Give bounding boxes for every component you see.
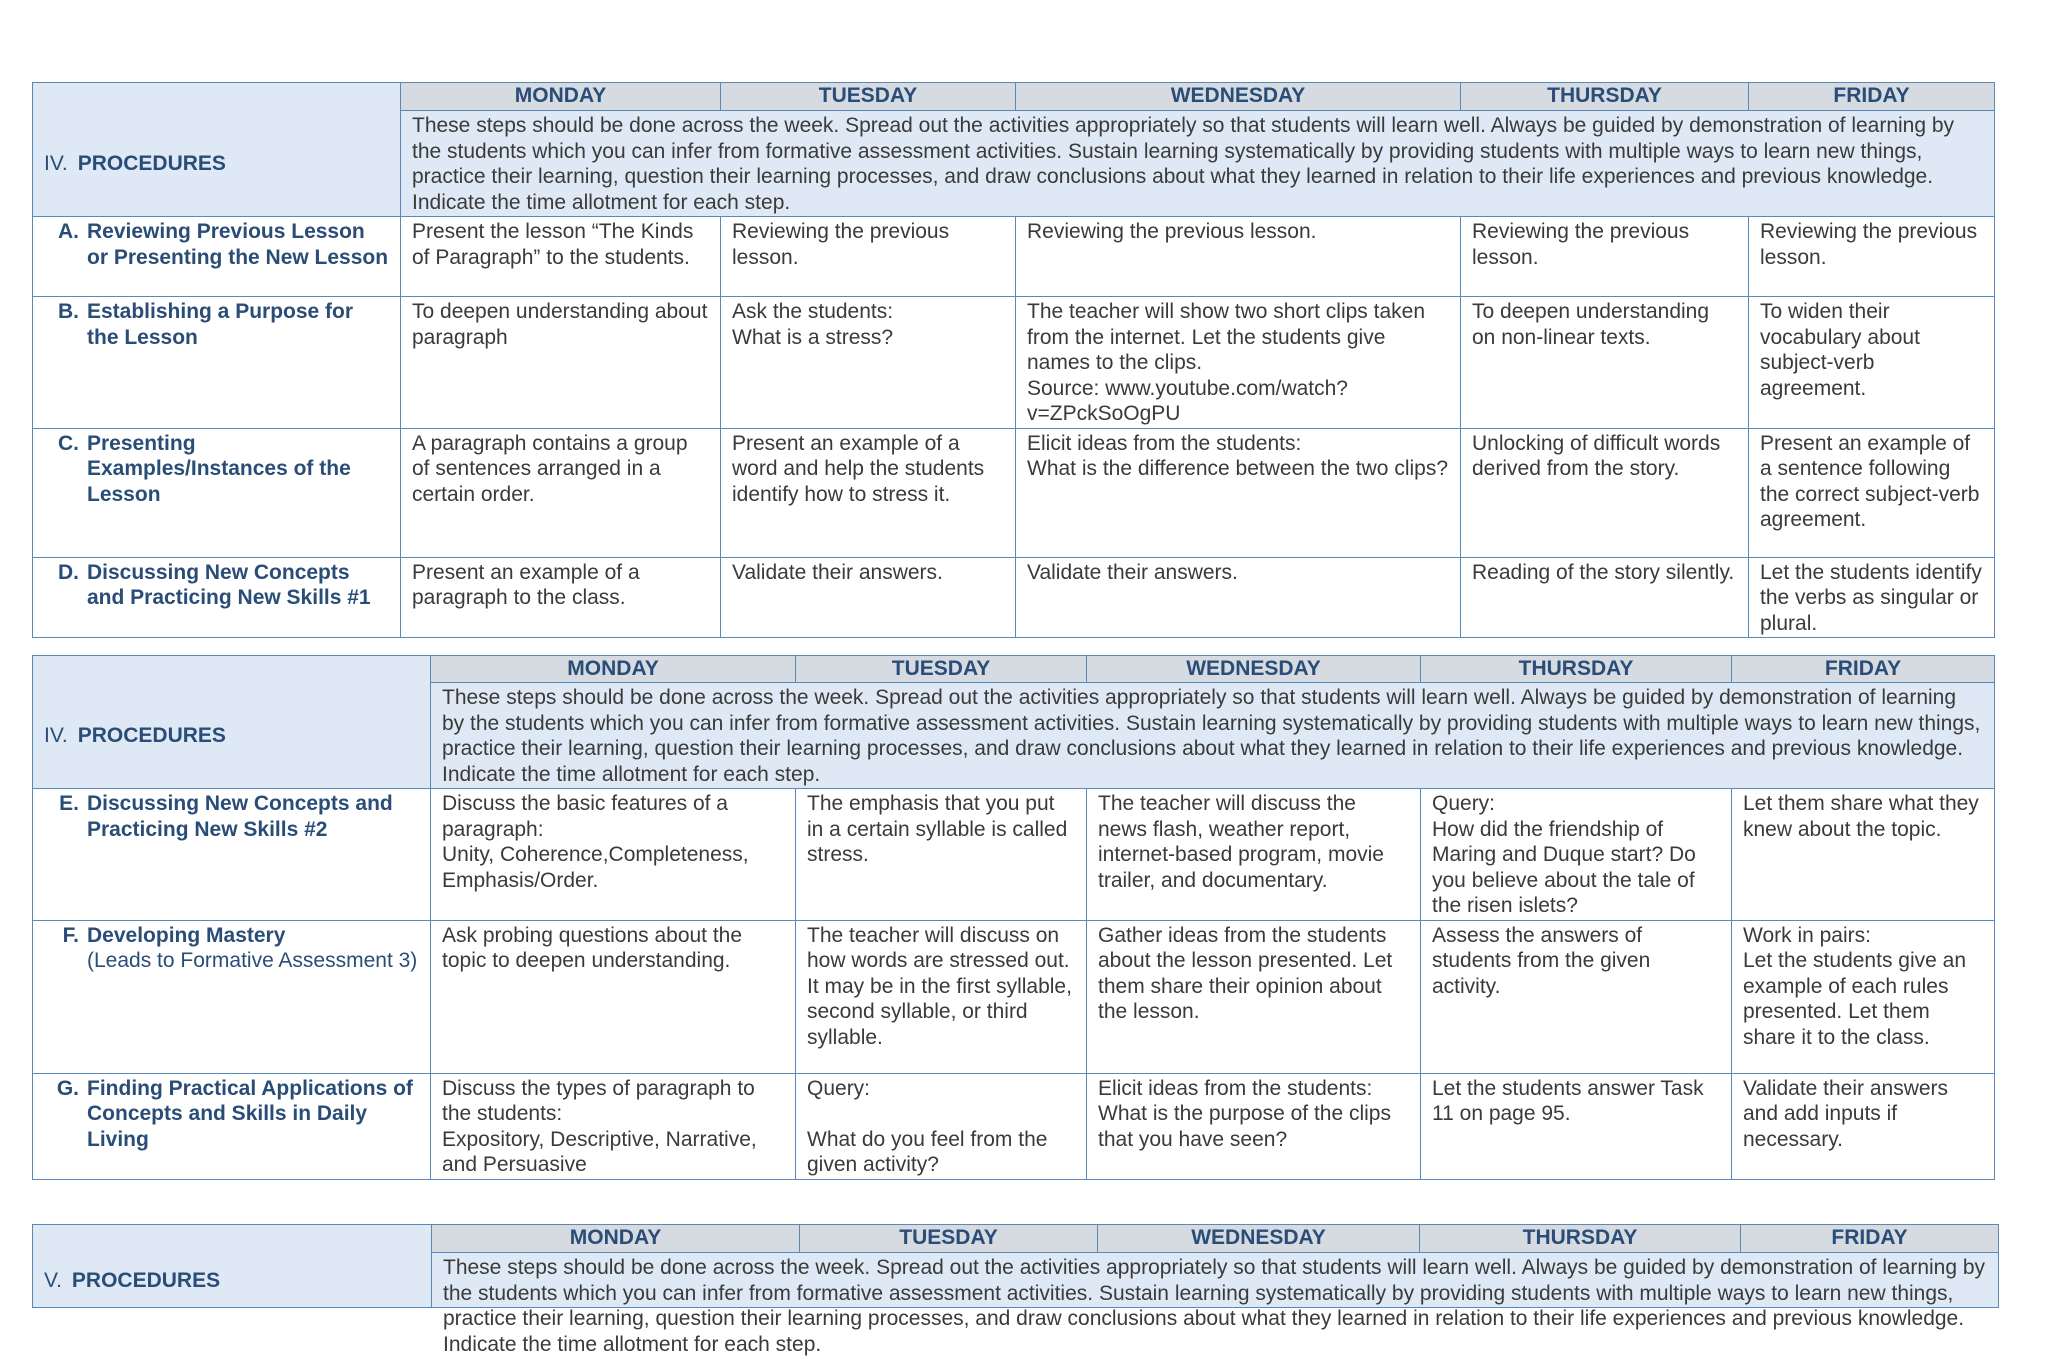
cell-g-tuesday: Query: What do you feel from the given activity? xyxy=(796,1073,1087,1179)
cell-b-tuesday: Ask the students: What is a stress? xyxy=(721,297,1016,429)
procedure-letter: C. xyxy=(58,431,79,455)
dll-table-1 xyxy=(32,82,1995,638)
cell-d-wednesday: Validate their answers. xyxy=(1016,557,1461,638)
cell-c-wednesday: Elicit ideas from the students: What is the difference between the two clips? xyxy=(1016,428,1461,557)
cell-b-thursday: To deepen understanding on non-linear texts. xyxy=(1461,297,1749,429)
procedure-title: Establishing a Purpose for the Lesson xyxy=(87,300,354,349)
cell-a-wednesday: Reviewing the previous lesson. xyxy=(1016,217,1461,297)
cell-g-wednesday: Elicit ideas from the students: What is the purpose of the clips that you have seen? xyxy=(1087,1073,1421,1179)
cell-c-monday: A paragraph contains a group of sentences arranged in a certain order. xyxy=(401,428,721,557)
cell-d-monday: Present an example of a paragraph to the class. xyxy=(401,557,721,638)
day-header-wednesday: WEDNESDAY xyxy=(1098,1225,1420,1253)
section-title: PROCEDURES xyxy=(71,1268,221,1292)
day-header-monday: MONDAY xyxy=(432,1225,800,1253)
cell-f-friday: Work in pairs: Let the students give an example of each rules presented. Let them share it to the class. xyxy=(1732,920,1995,1073)
cell-a-tuesday: Reviewing the previous lesson. xyxy=(721,217,1016,297)
procedure-subtitle: (Leads to Formative Assessment 3) xyxy=(87,949,418,972)
day-header-monday: MONDAY xyxy=(401,83,721,111)
procedure-title: Discussing New Concepts and Practicing New Skills #2 xyxy=(87,792,393,841)
section-heading xyxy=(33,111,401,217)
day-header-thursday: THURSDAY xyxy=(1461,83,1749,111)
procedure-title: Discussing New Concepts and Practicing New Skills #1 xyxy=(87,560,371,609)
procedure-letter: B. xyxy=(58,300,79,323)
procedure-title: Developing Mastery xyxy=(87,923,286,947)
header-corner xyxy=(33,83,401,111)
cell-a-monday: Present the lesson “The Kinds of Paragraph” to the students. xyxy=(401,217,721,297)
procedures-instructions: These steps should be done across the week. Spread out the activities appropriately so that students will learn well. Always be guided by demonstration of learning by the students which you can infer from formative assessment activities. Sustain learning systematically by providing students with multiple ways to learn new things, practice their learning, question their learning processes, and draw conclusions about what they learned in relation to their life experiences and previous knowledge. Indicate the time allotment for each step. xyxy=(401,111,1995,217)
procedure-title: Presenting Examples/Instances of the Lesson xyxy=(87,431,351,506)
cell-d-friday: Let the students identify the verbs as singular or plural. xyxy=(1749,557,1995,638)
section-number: V. xyxy=(44,1268,62,1292)
day-header-thursday: THURSDAY xyxy=(1420,1225,1741,1253)
day-header-thursday: THURSDAY xyxy=(1421,656,1732,683)
section-title: PROCEDURES xyxy=(77,724,226,747)
procedure-title: Finding Practical Applications of Concepts and Skills in Daily Living xyxy=(87,1076,413,1151)
procedures-instructions xyxy=(432,1253,1999,1356)
day-header-tuesday: TUESDAY xyxy=(800,1225,1098,1253)
day-header-monday: MONDAY xyxy=(431,656,796,683)
procedure-label-b xyxy=(33,297,401,429)
day-header-wednesday: WEDNESDAY xyxy=(1087,656,1421,683)
procedure-letter: A. xyxy=(58,220,79,243)
day-header-tuesday: TUESDAY xyxy=(721,83,1016,111)
cell-g-thursday: Let the students answer Task 11 on page 95. xyxy=(1421,1073,1732,1179)
cell-f-tuesday: The teacher will discuss on how words are stressed out. It may be in the first syllable, second syllable, or third syllable. xyxy=(796,920,1087,1073)
header-corner xyxy=(33,1225,432,1253)
day-header-wednesday: WEDNESDAY xyxy=(1016,83,1461,111)
cell-e-friday: Let them share what they knew about the topic. xyxy=(1732,789,1995,921)
cell-e-monday: Discuss the basic features of a paragraph: Unity, Coherence,Completeness, Emphasis/Order. xyxy=(431,789,796,921)
section-title: PROCEDURES xyxy=(77,152,226,175)
procedures-instructions: These steps should be done across the week. Spread out the activities appropriately so that students will learn well. Always be guided by demonstration of learning by the students which you can infer from formative assessment activities. Sustain learning systematically by providing students with multiple ways to learn new things, practice their learning, question their learning processes, and draw conclusions about what they learned in relation to their life experiences and previous knowledge. Indicate the time allotment for each step. xyxy=(431,683,1995,789)
procedure-label-d xyxy=(33,557,401,638)
procedure-letter: E. xyxy=(59,792,79,815)
procedure-title: Reviewing Previous Lesson or Presenting the New Lesson xyxy=(87,220,389,269)
day-header-friday: FRIDAY xyxy=(1741,1225,1999,1253)
procedure-label-g xyxy=(33,1073,431,1179)
section-heading xyxy=(33,683,431,789)
procedure-label-f xyxy=(33,920,431,1073)
procedures-instructions-text: These steps should be done across the week. Spread out the activities appropriately so that students will learn well. Always be guided by demonstration of learning by the students which you can infer from formative assessment activities. Sustain learning systematically by providing students with multiple ways to learn new things, practice their learning, question their learning processes, and draw conclusions about what they learned in relation to their life experiences and previous knowledge. Indicate the time allotment for each step. xyxy=(443,1256,1986,1356)
cell-e-thursday: Query: How did the friendship of Maring and Duque start? Do you believe about the tale of the risen islets? xyxy=(1421,789,1732,921)
cell-f-monday: Ask probing questions about the topic to deepen understanding. xyxy=(431,920,796,1073)
cell-g-friday: Validate their answers and add inputs if necessary. xyxy=(1732,1073,1995,1179)
procedure-label-a xyxy=(33,217,401,297)
section-number: IV. xyxy=(44,152,68,175)
cell-f-wednesday: Gather ideas from the students about the lesson presented. Let them share their opinion about the lesson. xyxy=(1087,920,1421,1073)
cell-a-thursday: Reviewing the previous lesson. xyxy=(1461,217,1749,297)
cell-b-friday: To widen their vocabulary about subject-verb agreement. xyxy=(1749,297,1995,429)
day-header-friday: FRIDAY xyxy=(1732,656,1995,683)
day-header-friday: FRIDAY xyxy=(1749,83,1995,111)
cell-g-monday: Discuss the types of paragraph to the students: Expository, Descriptive, Narrative, and Persuasive xyxy=(431,1073,796,1179)
procedure-label-c xyxy=(33,428,401,557)
day-header-tuesday: TUESDAY xyxy=(796,656,1087,683)
cell-c-tuesday: Present an example of a word and help the students identify how to stress it. xyxy=(721,428,1016,557)
header-corner xyxy=(33,656,431,683)
cell-d-thursday: Reading of the story silently. xyxy=(1461,557,1749,638)
cell-a-friday: Reviewing the previous lesson. xyxy=(1749,217,1995,297)
cell-b-monday: To deepen understanding about paragraph xyxy=(401,297,721,429)
cell-e-tuesday: The emphasis that you put in a certain syllable is called stress. xyxy=(796,789,1087,921)
cell-c-friday: Present an example of a sentence following the correct subject-verb agreement. xyxy=(1749,428,1995,557)
cell-c-thursday: Unlocking of difficult words derived from the story. xyxy=(1461,428,1749,557)
cell-d-tuesday: Validate their answers. xyxy=(721,557,1016,638)
procedure-letter: D. xyxy=(58,560,79,584)
cell-b-wednesday: The teacher will show two short clips taken from the internet. Let the students give names to the clips. Source: www.youtube.com/watch?v=ZPckSoOgPU xyxy=(1016,297,1461,429)
section-number: IV. xyxy=(44,724,68,747)
section-heading xyxy=(33,1253,432,1308)
cell-f-thursday: Assess the answers of students from the given activity. xyxy=(1421,920,1732,1073)
dll-table-3 xyxy=(32,1224,1999,1356)
cell-e-wednesday: The teacher will discuss the news flash, weather report, internet-based program, movie trailer, and documentary. xyxy=(1087,789,1421,921)
procedure-label-e xyxy=(33,789,431,921)
procedure-letter: F. xyxy=(62,923,79,947)
procedure-letter: G. xyxy=(56,1076,79,1100)
dll-table-2 xyxy=(32,655,1995,1180)
